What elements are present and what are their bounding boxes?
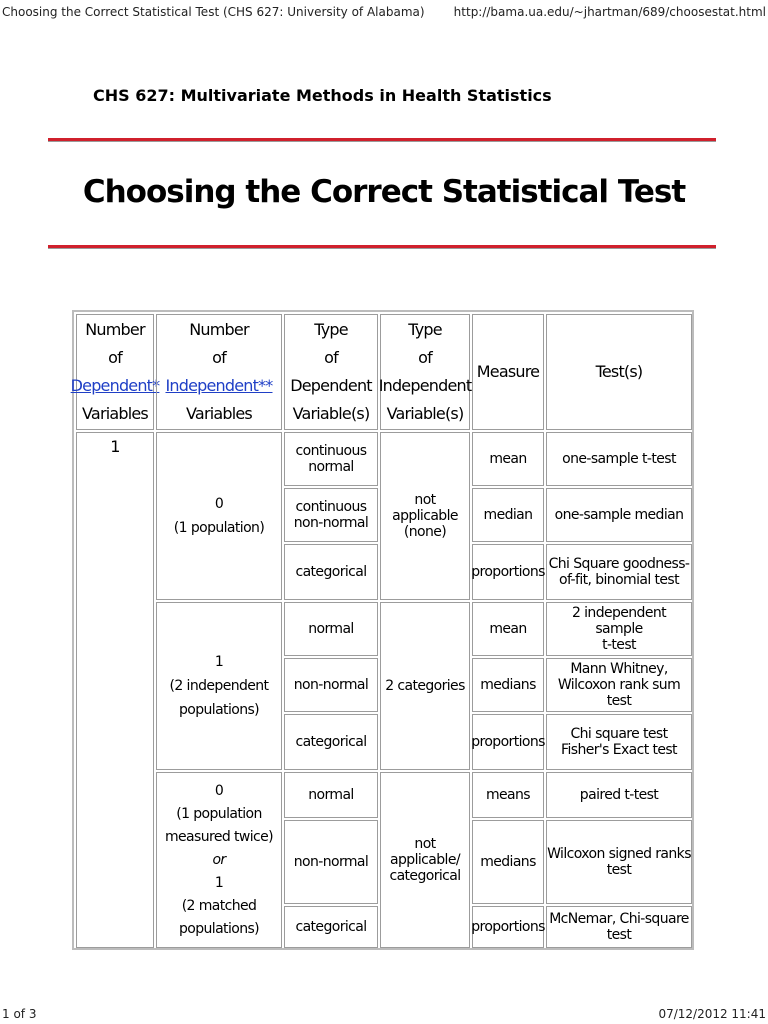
cell-text: one-sample t-test [562, 451, 676, 467]
cell-text: medians [480, 854, 536, 870]
group-3-type-independent [380, 772, 470, 948]
cell-text: (2 matched [181, 897, 257, 914]
cell-text: 2 independent sample [571, 605, 667, 637]
table-row-measure [472, 488, 544, 542]
header-text: of [324, 348, 338, 367]
cell-text: one-sample median [554, 507, 684, 523]
table-row-test [546, 544, 692, 600]
header-text: Number [189, 320, 249, 339]
cell-text: categorical [295, 564, 367, 580]
cell-text: not applicable [392, 492, 458, 524]
table-row-test [546, 820, 692, 904]
table-row-measure [472, 602, 544, 656]
table-row-measure [472, 544, 544, 600]
cell-text: McNemar, Chi-square test [549, 911, 689, 943]
header-text: Variable(s) [386, 404, 464, 423]
table-row-dependent [284, 906, 378, 948]
table-row-measure [472, 658, 544, 712]
header-text: Variables [82, 404, 148, 423]
cell-text: continuous [295, 499, 367, 515]
group-2-independent [156, 602, 282, 770]
header-text: Independent [378, 376, 472, 395]
header-text: of [212, 348, 226, 367]
table-row-measure [472, 906, 544, 948]
group-1-independent [156, 432, 282, 600]
group-2-type-independent [380, 602, 470, 770]
cell-text: Mann Whitney, [570, 661, 668, 677]
cell-text: Chi Square goodness- [548, 556, 690, 572]
cell-text: populations) [178, 702, 260, 718]
header-text: Test(s) [595, 362, 643, 381]
course-title: CHS 627: Multivariate Methods in Health Statistics [93, 86, 552, 105]
cell-text: categorical [389, 868, 461, 884]
print-header [0, 0, 768, 24]
header-measure [472, 314, 544, 430]
header-num-independent [156, 314, 282, 430]
cell-text: (2 independent [169, 678, 269, 694]
header-text: Dependent [290, 376, 372, 395]
cell-text: or [212, 851, 226, 868]
group-1-type-independent [380, 432, 470, 600]
table-row-dependent [284, 772, 378, 818]
cell-text: Chi square test [570, 726, 668, 742]
table-row-test [546, 488, 692, 542]
cell-text: non-normal [293, 677, 369, 693]
print-datetime: 07/12/2012 11:41 [658, 1007, 766, 1021]
cell-text: proportions [471, 919, 545, 935]
cell-text: median [483, 507, 533, 523]
cell-text: (1 population) [173, 520, 265, 536]
table-row-dependent [284, 820, 378, 904]
cell-text: 0 [214, 496, 224, 512]
cell-text: proportions [471, 734, 545, 750]
table-row-dependent [284, 488, 378, 542]
cell-text: 2 categories [385, 678, 465, 694]
cell-text: 1 [214, 654, 224, 670]
cell-text: categorical [295, 734, 367, 750]
header-text: Measure [476, 362, 540, 381]
divider-bottom [48, 245, 716, 249]
cell-text: continuous [295, 443, 367, 459]
cell-text: mean [489, 621, 527, 637]
table-row-dependent [284, 432, 378, 486]
cell-text: (1 population [176, 805, 262, 822]
table-row-dependent [284, 714, 378, 770]
cell-text: normal [308, 621, 354, 637]
cell-text: normal [308, 787, 354, 803]
cell-text: Fisher's Exact test [561, 742, 677, 758]
cell-text: normal [308, 459, 354, 475]
cell-text: 0 [214, 782, 224, 799]
header-type-dependent [284, 314, 378, 430]
cell-text: mean [489, 451, 527, 467]
cell-text: medians [480, 677, 536, 693]
cell-text: proportions [471, 564, 545, 580]
table-row-test [546, 906, 692, 948]
divider-top [48, 138, 716, 142]
cell-text: Wilcoxon signed ranks [547, 846, 691, 862]
header-type-independent [380, 314, 470, 430]
cell-text: paired t-test [579, 787, 659, 803]
cell-text: t-test [602, 637, 636, 653]
table-row-measure [472, 432, 544, 486]
table-row-test [546, 602, 692, 656]
header-text: of [108, 348, 122, 367]
group-3-independent [156, 772, 282, 948]
table-row-test [546, 714, 692, 770]
print-header-title: Choosing the Correct Statistical Test (CHS 627: University of Alabama) [2, 5, 425, 19]
header-text: of [418, 348, 432, 367]
header-text: Type [408, 320, 442, 339]
cell-text: 1 [110, 437, 120, 456]
table-row-measure [472, 714, 544, 770]
table-row-test [546, 772, 692, 818]
cell-text: Wilcoxon rank sum test [557, 677, 681, 709]
cell-text: test [606, 862, 632, 878]
cell-text: non-normal [293, 854, 369, 870]
table-row-test [546, 432, 692, 486]
table-row-dependent [284, 602, 378, 656]
independent-footnote-link[interactable]: Independent** [165, 376, 273, 395]
cell-text: not applicable/ [390, 836, 460, 868]
cell-text: measured twice) [165, 828, 273, 845]
cell-text: non-normal [293, 515, 369, 531]
num-dependent-value [76, 432, 154, 948]
page-number: 1 of 3 [2, 1007, 37, 1021]
cell-text: of-fit, binomial test [559, 572, 679, 588]
table-row-measure [472, 772, 544, 818]
header-text: Variable(s) [292, 404, 370, 423]
header-num-dependent [70, 314, 160, 430]
table-row-measure [472, 820, 544, 904]
print-header-url: http://bama.ua.edu/~jhartman/689/choosestat.html [453, 5, 766, 19]
cell-text: means [486, 787, 530, 803]
page-title: Choosing the Correct Statistical Test [82, 174, 686, 210]
table-row-test [546, 658, 692, 712]
header-text: Variables [186, 404, 252, 423]
cell-text: categorical [295, 919, 367, 935]
header-text: Number [85, 320, 145, 339]
table-row-dependent [284, 544, 378, 600]
header-text: Type [314, 320, 348, 339]
table-row-dependent [284, 658, 378, 712]
cell-text: populations) [178, 920, 260, 937]
statistical-test-table [72, 310, 694, 950]
cell-text: (none) [403, 524, 447, 540]
cell-text: 1 [214, 874, 224, 891]
dependent-footnote-link[interactable]: Dependent* [70, 376, 160, 395]
header-tests [546, 314, 692, 430]
print-footer [0, 1004, 768, 1024]
